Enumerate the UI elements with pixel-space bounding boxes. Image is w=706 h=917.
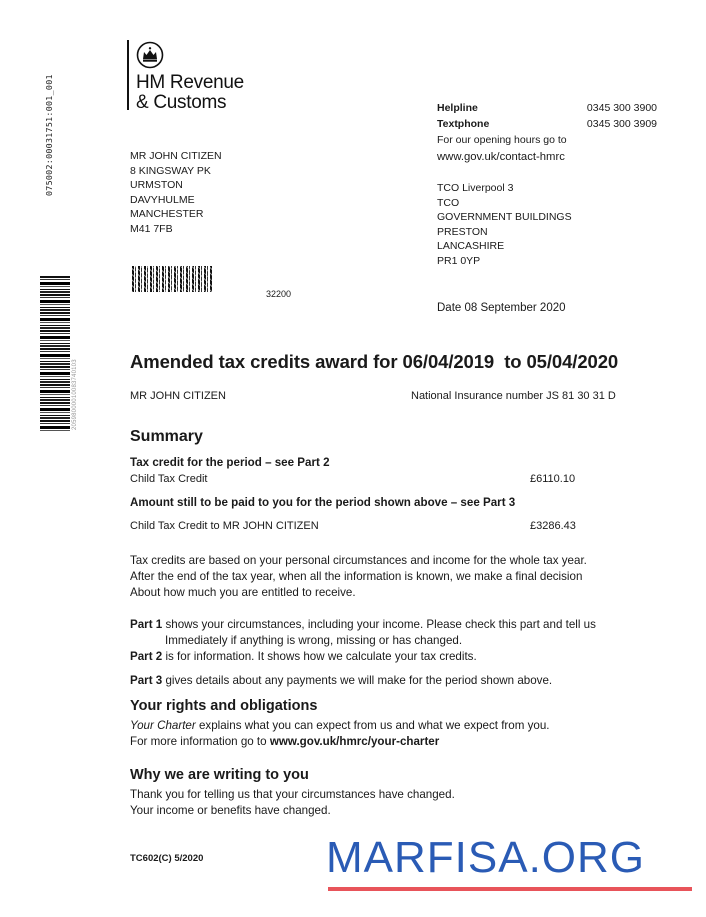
- page-title: Amended tax credits award for 06/04/2019 to 05/04/2020: [130, 351, 619, 372]
- claimant-name: MR JOHN CITIZEN: [130, 390, 226, 402]
- form-code: TC602(C) 5/2020: [130, 853, 204, 864]
- child-tax-credit-row: [130, 473, 600, 485]
- reference-code: 075002:00031751:001_001: [44, 74, 54, 196]
- vertical-barcode: [40, 276, 70, 431]
- crown-icon: [136, 41, 164, 69]
- why-line: Thank you for telling us that your circumstances have changed.: [130, 788, 455, 801]
- hmrc-logo-text: [136, 73, 244, 113]
- intro-line: Tax credits are based on your personal circumstances and income for the whole tax year.: [130, 554, 587, 567]
- why-heading: Why we are writing to you: [130, 767, 309, 783]
- helpline-row: [437, 100, 657, 116]
- textphone-number: 0345 300 3909: [586, 118, 657, 130]
- address-line: M41 7FB: [130, 222, 173, 235]
- tax-credit-period-heading: Tax credit for the period – see Part 2: [130, 456, 330, 469]
- textphone-row: [437, 116, 657, 132]
- address-line: TCO Liverpool 3: [437, 182, 514, 194]
- address-line: DAVYHULME: [130, 193, 195, 206]
- address-line: MR JOHN CITIZEN: [130, 150, 222, 162]
- sender-address: [437, 181, 572, 269]
- address-line: TCO: [437, 196, 460, 209]
- more-info-line: For more information go to www.gov.uk/hmrc/your-charter: [130, 735, 440, 748]
- why-paragraph: [130, 787, 630, 819]
- intro-line: About how much you are entitled to receive.: [130, 586, 356, 599]
- rights-heading: Your rights and obligations: [130, 698, 318, 714]
- address-line: MANCHESTER: [130, 208, 204, 221]
- payment-row: [130, 520, 600, 532]
- textphone-label: Textphone: [437, 118, 490, 130]
- row-amount: £3286.43: [530, 520, 576, 532]
- datamatrix-texture: [132, 266, 212, 292]
- row-label: Child Tax Credit to MR JOHN CITIZEN: [130, 520, 319, 532]
- intro-paragraph: [130, 553, 630, 601]
- barcode-number: 20598000010083740103: [72, 359, 78, 430]
- logo-line-2: & Customs: [136, 92, 227, 113]
- part-1: Part 1 shows your circumstances, including your income. Please check this part and tell us: [130, 618, 596, 631]
- charter-url[interactable]: www.gov.uk/hmrc/your-charter: [269, 735, 440, 748]
- address-line: PRESTON: [437, 225, 488, 238]
- rights-paragraph: [130, 718, 630, 750]
- watermark-underline: [328, 887, 692, 891]
- part-3: Part 3 gives details about any payments we will make for the period shown above.: [130, 674, 553, 687]
- intro-line: After the end of the tax year, when all the information is known, we make a final decision: [130, 570, 583, 583]
- logo-line-1: HM Revenue: [136, 72, 244, 93]
- opening-hours-text: For our opening hours go to: [437, 134, 567, 146]
- parts-list: [130, 617, 630, 689]
- recipient-address: [130, 149, 222, 237]
- address-line: PR1 0YP: [437, 254, 481, 267]
- amount-to-be-paid-heading: Amount still to be paid to you for the period shown above – see Part 3: [130, 496, 516, 509]
- part-1-continued: Immediately if anything is wrong, missing or has changed.: [165, 634, 463, 647]
- helpline-label: Helpline: [437, 102, 478, 114]
- logo-divider: [127, 40, 129, 110]
- helpline-number: 0345 300 3900: [586, 102, 657, 114]
- address-line: 8 KINGSWAY PK: [130, 164, 211, 177]
- address-line: LANCASHIRE: [437, 240, 505, 253]
- part-2: Part 2 is for information. It shows how we calculate your tax credits.: [130, 650, 477, 663]
- watermark: MARFISA.ORG: [326, 833, 646, 882]
- contact-block: [437, 100, 657, 166]
- contact-url[interactable]: www.gov.uk/contact-hmrc: [437, 151, 565, 163]
- summary-heading: Summary: [130, 428, 203, 445]
- mail-code: 32200: [266, 289, 292, 299]
- letter-date: Date 08 September 2020: [437, 302, 566, 314]
- charter-line: Your Charter explains what you can expect from us and what we expect from you.: [130, 719, 550, 732]
- address-line: GOVERNMENT BUILDINGS: [437, 211, 572, 224]
- row-label: Child Tax Credit: [130, 473, 208, 485]
- address-line: URMSTON: [130, 179, 183, 192]
- ni-number: National Insurance number JS 81 30 31 D: [411, 390, 616, 402]
- row-amount: £6110.10: [530, 473, 576, 485]
- why-line: Your income or benefits have changed.: [130, 804, 331, 817]
